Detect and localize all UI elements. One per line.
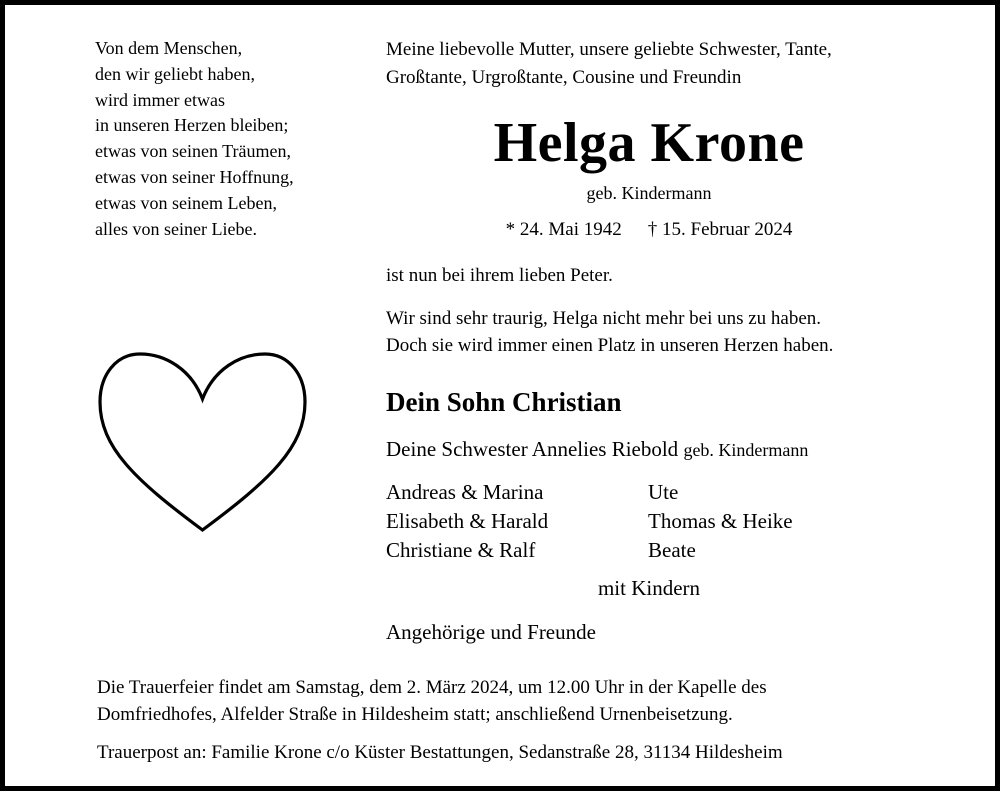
family-column-right (648, 478, 793, 565)
son-name: Dein Sohn Christian (386, 387, 622, 417)
with-children: mit Kindern (597, 576, 701, 600)
poem-line: etwas von seiner Hoffnung, (95, 166, 294, 187)
family-member: Andreas & Marina (386, 480, 544, 504)
intro-line: Großtante, Urgroßtante, Cousine und Freundin (386, 67, 742, 88)
family-member: Thomas & Heike (648, 509, 793, 533)
relatives-and-friends: Angehörige und Freunde (386, 620, 596, 644)
intro-text (386, 36, 926, 92)
poem-line: alles von seiner Liebe. (95, 218, 257, 239)
family-member: Ute (648, 480, 679, 504)
passed-text: ist nun bei ihrem lieben Peter. (386, 265, 613, 286)
poem-line: etwas von seinem Leben, (95, 192, 277, 213)
sister-birth-name: geb. Kindermann (683, 440, 809, 460)
intro-line: Meine liebevolle Mutter, unsere geliebte Schwester, Tante, (386, 39, 832, 60)
heart-icon (95, 347, 310, 535)
deceased-name: Helga Krone (493, 112, 805, 174)
funeral-line: Die Trauerfeier findet am Samstag, dem 2. März 2024, um 12.00 Uhr in der Kapelle des (97, 677, 767, 698)
family-member: Elisabeth & Harald (386, 509, 549, 533)
sister-name: Deine Schwester Annelies Riebold (386, 437, 679, 461)
poem-line: in unseren Herzen bleiben; (95, 115, 289, 136)
mail-address: Trauerpost an: Familie Krone c/o Küster Bestattungen, Sedanstraße 28, 31134 Hildesheim (97, 742, 783, 763)
life-dates (386, 217, 912, 243)
sad-line: Doch sie wird immer einen Platz in unseren Herzen haben. (386, 334, 834, 356)
sister-line (386, 434, 808, 465)
family-member: Christiane & Ralf (386, 538, 536, 562)
poem (95, 36, 355, 242)
funeral-info (97, 675, 917, 728)
poem-line: den wir geliebt haben, (95, 63, 255, 84)
death-date: † 15. Februar 2024 (647, 219, 793, 240)
birth-date: * 24. Mai 1942 (505, 219, 622, 240)
poem-line: etwas von seinen Träumen, (95, 141, 291, 162)
poem-line: wird immer etwas (95, 89, 225, 110)
birth-name: geb. Kindermann (586, 183, 712, 203)
sad-line: Wir sind sehr traurig, Helga nicht mehr bei uns zu haben. (386, 308, 822, 329)
family-column-left (386, 478, 548, 565)
family-member: Beate (648, 538, 696, 562)
poem-line: Von dem Menschen, (95, 38, 243, 58)
sad-text (386, 306, 916, 359)
funeral-line: Domfriedhofes, Alfelder Straße in Hildesheim statt; anschließend Urnenbeisetzung. (97, 703, 733, 725)
